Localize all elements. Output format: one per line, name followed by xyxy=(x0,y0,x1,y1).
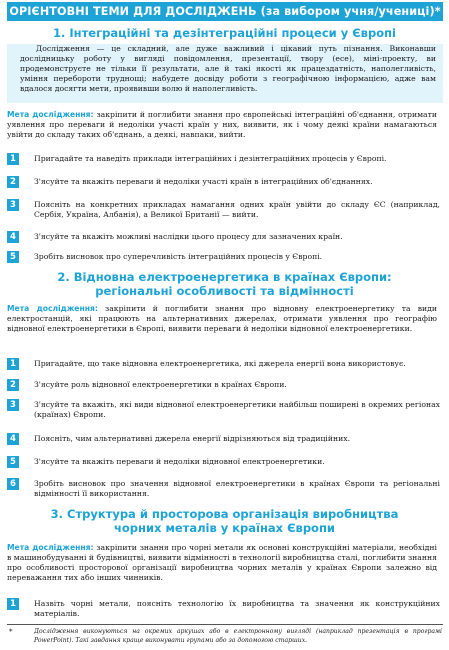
goal-text: закріпити й поглибити знання про європейські інтеграційні об'єднання, отримати уявлення про переваги й недоліки участі країн у них, виявити, як і чому деякі країни намагаються увійти до складу таких об'єднань, а деякі, навпаки, вийти. xyxy=(7,110,438,139)
footnote-text: Дослідження виконуються на окремих аркушах або в електронному вигляді (наприклад презентація в програмі PowerPoint). Такі завдання краще виконувати групами або за допомогою старших. xyxy=(34,628,442,644)
task-text: З'ясуйте та вкажіть, які види відновної електроенергетики найбільш поширені в окремих регіонах (країнах) Європи. xyxy=(34,400,440,419)
goal-text: закріпити й поглибити знання про відновну електроенергетику та види електростанцій, які працюють на альтернативних джерелах, отримати уявлення про географію відновної електроенергетики в Європі, виявити переваги й недоліки відновної електроенергетики. xyxy=(7,304,438,333)
task-text: Поясніть, чим альтернативні джерела енергії відрізняються від традиційних. xyxy=(34,434,351,443)
task-text: З'ясуйте та вкажіть можливі наслідки цього процесу для зазначених країн. xyxy=(34,232,343,241)
task-text: Пригадайте, що таке відновна електроенергетика, які джерела енергії вона використовує. xyxy=(34,359,406,368)
task-text: З'ясуйте та вкажіть переваги й недоліки відновної електроенергетики. xyxy=(34,457,325,466)
section-2-title: 2. Відновна електроенергетика в країнах Європи: xyxy=(57,270,392,284)
task-text: З'ясуйте та вкажіть переваги й недоліки участі країн в інтеграційних об'єднаннях. xyxy=(34,177,373,186)
header-title: ОРІЄНТОВНІ ТЕМИ ДЛЯ ДОСЛІДЖЕНЬ xyxy=(9,5,257,18)
task-number: 3 xyxy=(7,399,19,411)
footnote-mark: * xyxy=(9,628,13,636)
goal-label: Мета дослідження: xyxy=(7,304,98,313)
task-number: 5 xyxy=(7,251,19,263)
task-number: 6 xyxy=(7,478,19,490)
task-text: Пригадайте та наведіть приклади інтеграційних і дезінтеграційних процесів у Європі. xyxy=(34,154,387,163)
task-number: 3 xyxy=(7,199,19,211)
section-1-goal xyxy=(7,110,437,140)
task-number: 4 xyxy=(7,433,19,445)
section-2-goal xyxy=(7,304,437,334)
task-number: 1 xyxy=(7,598,19,610)
section-3-title-line-2: чорних металів у країнах Європи xyxy=(114,521,335,535)
goal-label: Мета дослідження: xyxy=(7,543,94,552)
task-text: Назвіть чорні метали, поясніть технологію їх виробництва та значення як конструкційних матеріалів. xyxy=(34,599,440,618)
section-1-intro: Дослідження — це складний, але дуже важливий і цікавий путь пізнання. Виконавши дослідницьку роботу у вигляді повідомлення, презентації, твору (есе), міні-проекту, ви продемонструєте не тільки її результати, але й такі якості як працездатність, наполегливість, уміння перебороти труднощі; набудете досвіду роботи з географічною інформацією, адже вам вдалося досягти мети, проявивши волю й наполегливість. xyxy=(20,44,436,93)
section-1-title: 1. Інтеграційні та дезінтеграційні процеси у Європі xyxy=(53,26,396,40)
header-subtitle: (за вибором учня/учениці)* xyxy=(260,5,441,18)
task-text: Поясніть на конкретних прикладах намагання одних країн увійти до складу ЄС (наприклад, Сербія, Україна, Албанія), а Великої Британії — вийти. xyxy=(34,200,440,219)
section-3-title: 3. Структура й просторова організація виробництва xyxy=(50,507,399,521)
task-text: Зробіть висновок про значення відновної електроенергетики в країнах Європи та регіональні відмінності її використання. xyxy=(34,479,440,498)
task-number: 5 xyxy=(7,456,19,468)
task-number: 4 xyxy=(7,231,19,243)
task-number: 2 xyxy=(7,379,19,391)
task-number: 1 xyxy=(7,358,19,370)
section-3-goal xyxy=(7,543,437,583)
task-text: З'ясуйте роль відновної електроенергетики в країнах Європи. xyxy=(34,380,287,389)
goal-text: закріпити знання про чорні метали як основні конструкційні матеріали, необхідні в машинобудуванні й будівництві, виявити відмінності в технології виробництва сталі, поглибити знання про особливості просторової організації виробництва чорних металів у країнах Європи залежно від переважання тих або інших чинників. xyxy=(7,543,437,582)
task-number: 1 xyxy=(7,153,19,165)
page-header xyxy=(7,2,443,21)
footnote-divider xyxy=(7,624,443,625)
task-text: Зробіть висновок про суперечливість інтеграційних процесів у Європі. xyxy=(34,252,323,261)
section-2-title-line-2: регіональні особливості та відмінності xyxy=(95,284,354,298)
goal-label: Мета дослідження: xyxy=(7,110,94,119)
task-number: 2 xyxy=(7,176,19,188)
